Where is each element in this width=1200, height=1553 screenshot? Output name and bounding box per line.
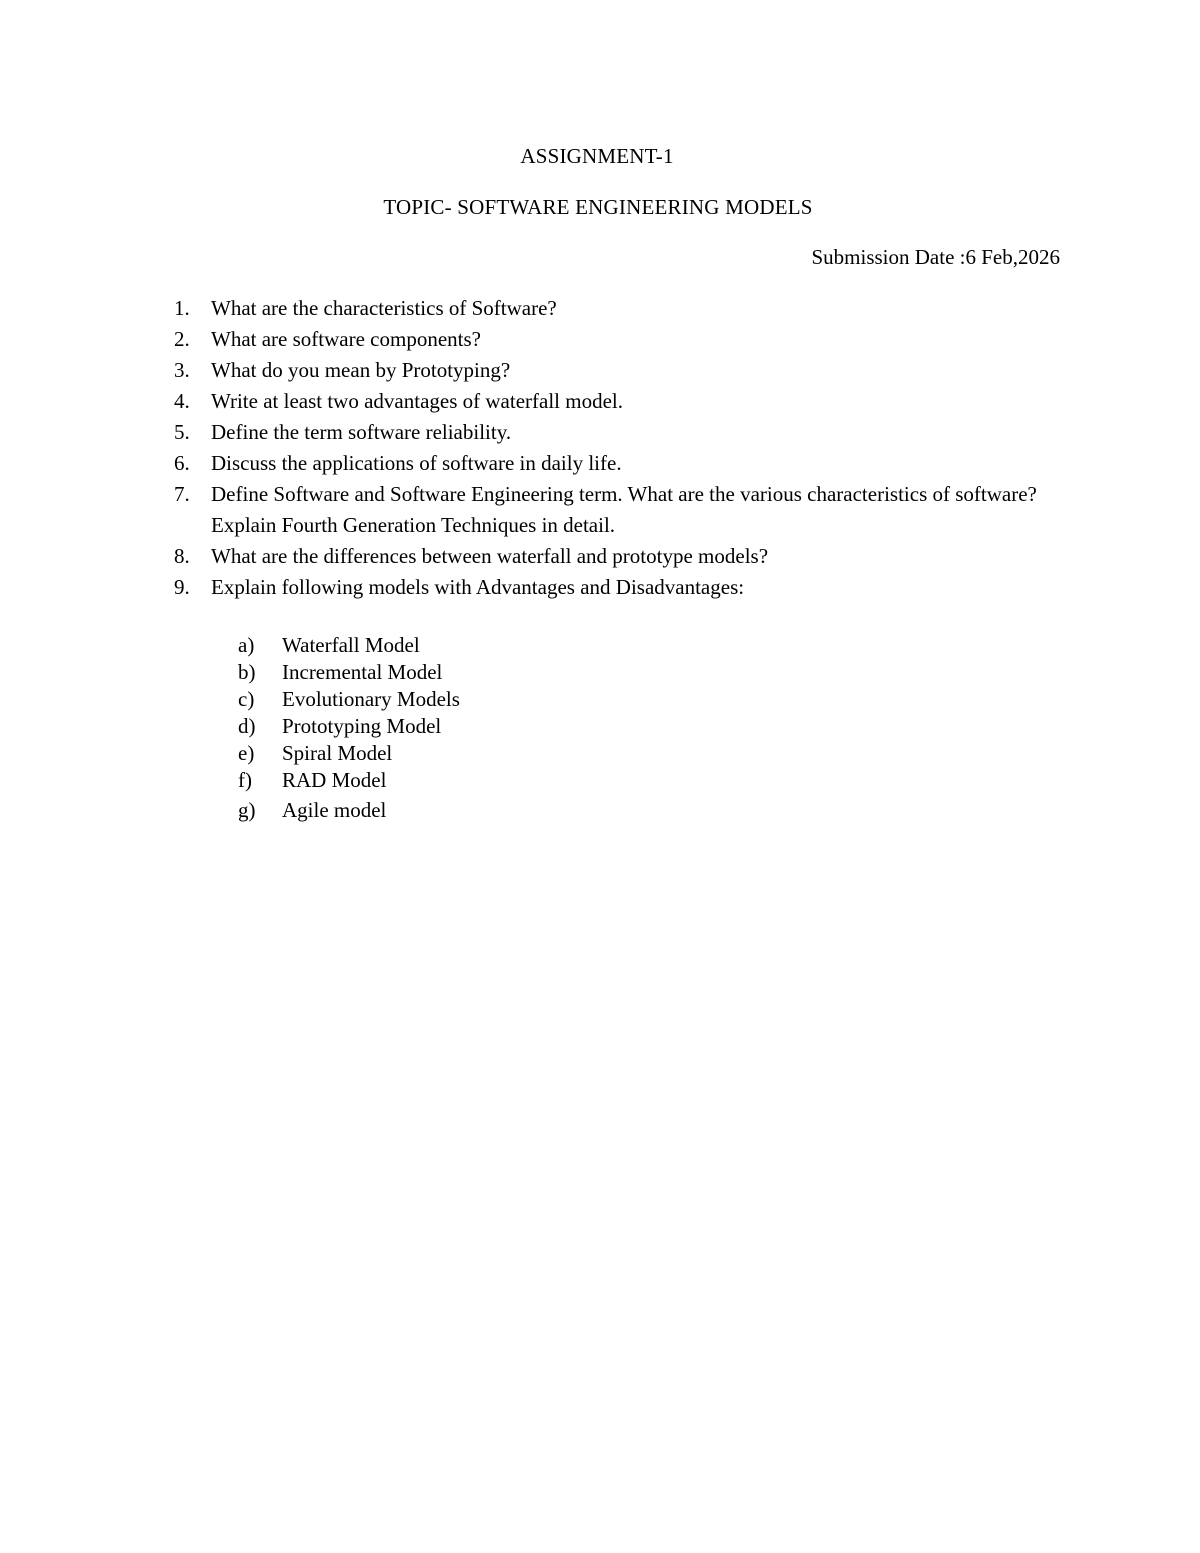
question-text: Discuss the applications of software in daily life. [211,451,622,475]
model-label: f) [238,768,252,792]
question-number: 6. [174,451,190,475]
question-number: 1. [174,296,190,320]
question-item [174,541,1074,572]
model-list [238,632,460,824]
model-text: Waterfall Model [282,633,420,657]
assignment-title: ASSIGNMENT-1 [520,144,674,168]
question-text: Define the term software reliability. [211,420,512,444]
question-number: 4. [174,389,190,413]
model-text: Prototyping Model [282,714,442,738]
model-item [238,767,460,794]
model-text: Spiral Model [282,741,393,765]
model-label: d) [238,714,256,738]
model-text: RAD Model [282,768,387,792]
question-number: 3. [174,358,190,382]
question-text: Explain following models with Advantages and Disadvantages: [211,575,745,599]
model-item [238,686,460,713]
model-text: Evolutionary Models [282,687,460,711]
question-item [174,448,1074,479]
model-item [238,797,460,824]
model-text: Agile model [282,798,387,822]
model-label: c) [238,687,255,711]
question-item [174,324,1074,355]
question-number: 8. [174,544,190,568]
model-text: Incremental Model [282,660,443,684]
model-label: a) [238,633,255,657]
model-item [238,659,460,686]
model-label: b) [238,660,256,684]
question-item [174,386,1074,417]
question-item [174,293,1074,324]
topic-title: TOPIC- SOFTWARE ENGINEERING MODELS [383,195,813,219]
question-item [174,479,1074,541]
question-text: Write at least two advantages of waterfall model. [211,389,623,413]
question-number: 7. [174,482,190,506]
question-list [174,293,1074,603]
question-text: Define Software and Software Engineering term. What are the various characteristics of software? Explain Fourth Generation Techniques in detail. [211,482,1037,537]
model-item [238,713,460,740]
model-label: e) [238,741,255,765]
model-item [238,632,460,659]
question-item [174,417,1074,448]
question-text: What do you mean by Prototyping? [211,358,511,382]
question-text: What are software components? [211,327,481,351]
question-number: 2. [174,327,190,351]
model-item [238,740,460,767]
question-text: What are the differences between waterfall and prototype models? [211,544,769,568]
question-text: What are the characteristics of Software? [211,296,557,320]
question-item [174,355,1074,386]
question-number: 9. [174,575,190,599]
model-label: g) [238,798,256,822]
question-number: 5. [174,420,190,444]
question-item [174,572,1074,603]
submission-date: Submission Date :6 Feb,2026 [811,245,1060,269]
